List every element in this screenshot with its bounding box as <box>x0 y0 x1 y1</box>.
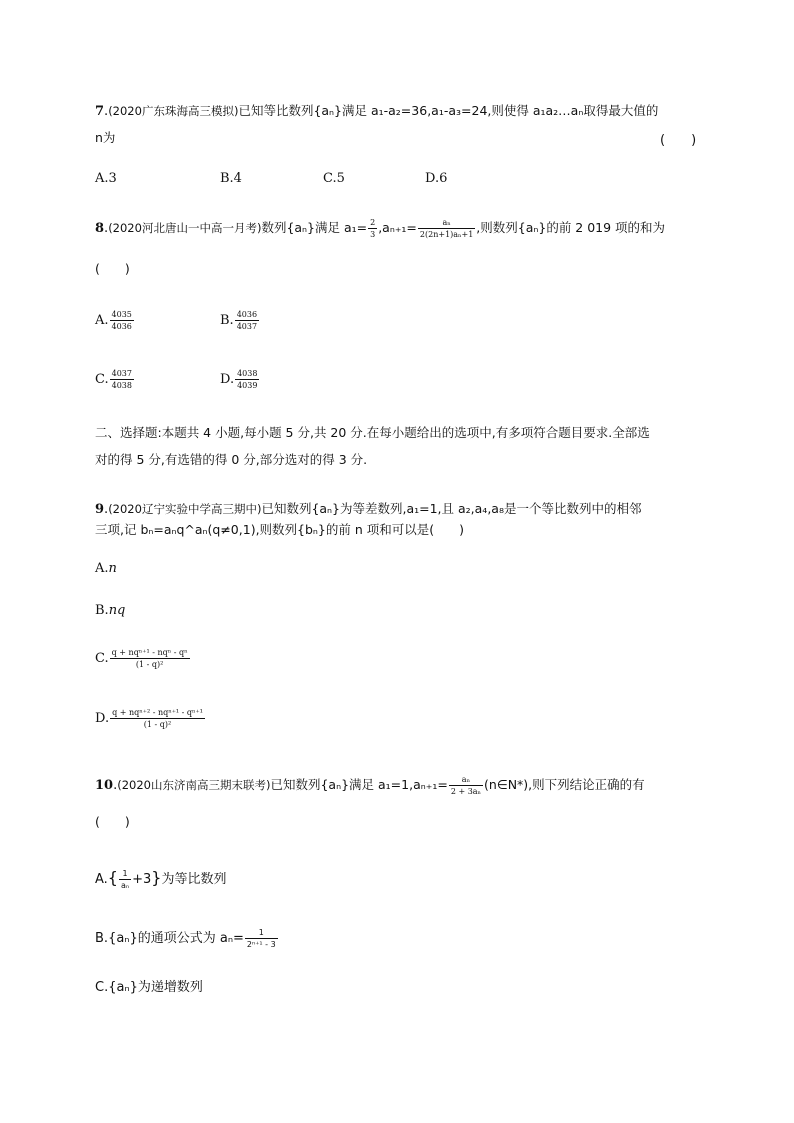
q10-option-a-fraction <box>119 869 131 890</box>
q10-option-c <box>95 976 203 995</box>
q10-option-c-label: C. <box>95 980 109 995</box>
q10-stem-pre: 已知数列{aₙ}满足 a₁=1,aₙ₊₁= <box>270 777 448 792</box>
q8-stem-pre: 数列{aₙ}满足 a₁= <box>261 220 368 235</box>
q8-stem-mid: ,aₙ₊₁= <box>378 220 417 235</box>
q10-option-b-den: 2ⁿ⁺¹ - 3 <box>246 940 276 949</box>
q8-option-d-den: 4039 <box>237 381 258 390</box>
q9-option-a <box>95 561 117 576</box>
q10-stem: 10.(2020山东济南高三期末联考)已知数列{aₙ}满足 a₁=1,aₙ₊₁= $\frac{\text{aₙ}}{\text{2 + 3aₙ}}$ (n∈N*),则下列结论正确的有 <box>95 775 645 796</box>
q8-rec-den: 2(2n+1)aₙ+1 <box>419 230 474 239</box>
q10-recursion-fraction <box>449 775 483 796</box>
q9-option-c-den: (1 - q)² <box>135 660 164 669</box>
q9-text-line1: 已知数列{aₙ}为等差数列,a₁=1,且 a₂,a₄,a₈是一个等比数列中的相邻 <box>261 501 642 516</box>
q10-option-a-den: aₙ <box>120 881 130 890</box>
q8-option-a-num: 4035 <box>111 310 132 319</box>
q8-a1-den: 3 <box>370 230 376 239</box>
q9-number: 9 <box>95 502 105 517</box>
q10-option-a-label: A. <box>95 872 108 887</box>
q10-option-a-text: 为等比数列 <box>161 872 227 887</box>
q8-option-c-fraction <box>110 369 134 390</box>
q8-option-d-num: 4038 <box>237 369 258 378</box>
q7-option-c: C.5 <box>323 171 345 186</box>
q9-option-d-label: D. <box>95 711 110 726</box>
q9-option-d-num: q + nqⁿ⁺² - nqⁿ⁺¹ - qⁿ⁺¹ <box>112 708 203 717</box>
q8-option-c-num: 4037 <box>111 369 132 378</box>
q10-option-b-pre: {aₙ}的通项公式为 aₙ= <box>108 931 244 946</box>
q7-source: (2020广东珠海高三模拟) <box>108 104 239 118</box>
q8-stem-post: ,则数列{aₙ}的前 2 019 项的和为 <box>476 220 666 235</box>
q8-a1-num: 2 <box>370 218 376 227</box>
q9-text-line2: 三项,记 bₙ=aₙq^aₙ(q≠0,1),则数列{bₙ}的前 n 项和可以是( ) <box>95 522 464 537</box>
q10-rec-den: 2 + 3aₙ <box>450 787 482 796</box>
q10-rec-num: aₙ <box>449 775 483 786</box>
q8-option-c <box>95 369 135 390</box>
q7-stem-line1: 7.(2020广东珠海高三模拟)已知等比数列{aₙ}满足 a₁-a₂=36,a₁-a₃=24,则使得 a₁a₂…aₙ取得最大值的 <box>95 103 659 119</box>
q8-number: 8 <box>95 221 105 236</box>
q8-rec-num: aₙ <box>418 218 475 229</box>
q8-option-c-label: C. <box>95 372 109 387</box>
q9-option-d-den: (1 - q)² <box>143 720 172 729</box>
q8-option-a-fraction <box>110 310 134 331</box>
q8-source: (2020河北唐山一中高一月考) <box>108 221 262 235</box>
q8-stem: 8.(2020河北唐山一中高一月考)数列{aₙ}满足 a₁= $\frac{2}{3}$ ,aₙ₊₁= $\frac{\text{aₙ}}{\text{2(2n+1)aₙ+1}}$ ,则数列{aₙ}的前 2 019 项的和为 <box>95 218 666 239</box>
q7-text-line2: n为 <box>95 130 116 145</box>
q10-answer-blank: ( ) <box>95 814 130 829</box>
q9-option-d <box>95 708 206 729</box>
q9-option-b-text: nq <box>108 603 126 618</box>
q7-stem-line2 <box>95 129 115 148</box>
q10-source: (2020山东济南高三期末联考) <box>117 778 271 792</box>
q10-option-a: A.{ $\frac{1}{\text{aₙ}}$ +3}为等比数列 <box>95 868 227 890</box>
q10-stem-post: (n∈N*),则下列结论正确的有 <box>484 777 645 792</box>
q8-option-a <box>95 310 135 331</box>
section2-instructions-line2: 对的得 5 分,有选错的得 0 分,部分选对的得 3 分. <box>95 452 368 467</box>
q8-a1-fraction <box>368 218 377 239</box>
q10-number: 10 <box>95 778 114 793</box>
q8-option-a-label: A. <box>95 313 109 328</box>
q8-answer-blank: ( ) <box>95 261 130 276</box>
q8-option-d-label: D. <box>220 372 235 387</box>
q7-number: 7 <box>95 104 105 119</box>
q8-option-d <box>220 369 260 390</box>
q9-option-c-label: C. <box>95 651 109 666</box>
section2-instructions-line1: 二、选择题:本题共 4 小题,每小题 5 分,共 20 分.在每小题给出的选项中,有多项符合题目要求.全部选 <box>95 425 650 440</box>
q8-option-b-num: 4036 <box>236 310 258 319</box>
q9-option-a-text: n <box>108 561 117 576</box>
q10-option-a-plus: +3 <box>132 872 152 887</box>
q10-option-b-fraction <box>245 928 278 949</box>
q7-option-a: A.3 <box>95 171 117 186</box>
q8-option-a-den: 4036 <box>111 322 132 331</box>
q9-option-c-num: q + nqⁿ⁺¹ - nqⁿ - qⁿ <box>111 648 188 657</box>
q10-option-c-text: {aₙ}为递增数列 <box>108 980 203 995</box>
q9-source: (2020辽宁实验中学高三期中) <box>108 502 262 516</box>
q10-option-b-num: 1 <box>245 928 278 939</box>
q8-option-c-den: 4038 <box>111 381 132 390</box>
q9-stem-line2 <box>95 521 464 540</box>
q7-option-d: D.6 <box>425 171 448 186</box>
q7-text-line1: 已知等比数列{aₙ}满足 a₁-a₂=36,a₁-a₃=24,则使得 a₁a₂…aₙ取得最大值的 <box>238 103 659 118</box>
q9-stem-line1: 9.(2020辽宁实验中学高三期中)已知数列{aₙ}为等差数列,a₁=1,且 a₂,a₄,a₈是一个等比数列中的相邻 <box>95 501 642 517</box>
q8-recursion-fraction <box>418 218 475 239</box>
q9-option-c-fraction <box>110 648 190 669</box>
q8-option-b <box>220 310 260 331</box>
q10-option-a-num: 1 <box>119 869 131 880</box>
q9-option-b-label: B. <box>95 603 109 618</box>
q7-option-b: B.4 <box>220 171 242 186</box>
q8-option-b-fraction <box>235 310 259 331</box>
q8-option-b-den: 4037 <box>236 322 258 331</box>
q8-option-d-fraction <box>235 369 259 390</box>
q9-option-d-fraction <box>110 708 205 729</box>
q10-option-b-label: B. <box>95 931 109 946</box>
q10-option-b <box>95 927 279 949</box>
q9-option-c <box>95 648 191 669</box>
q7-answer-blank: ( ) <box>660 133 697 148</box>
q9-option-a-label: A. <box>95 561 109 576</box>
q9-option-b <box>95 603 125 618</box>
q8-option-b-label: B. <box>220 313 234 328</box>
